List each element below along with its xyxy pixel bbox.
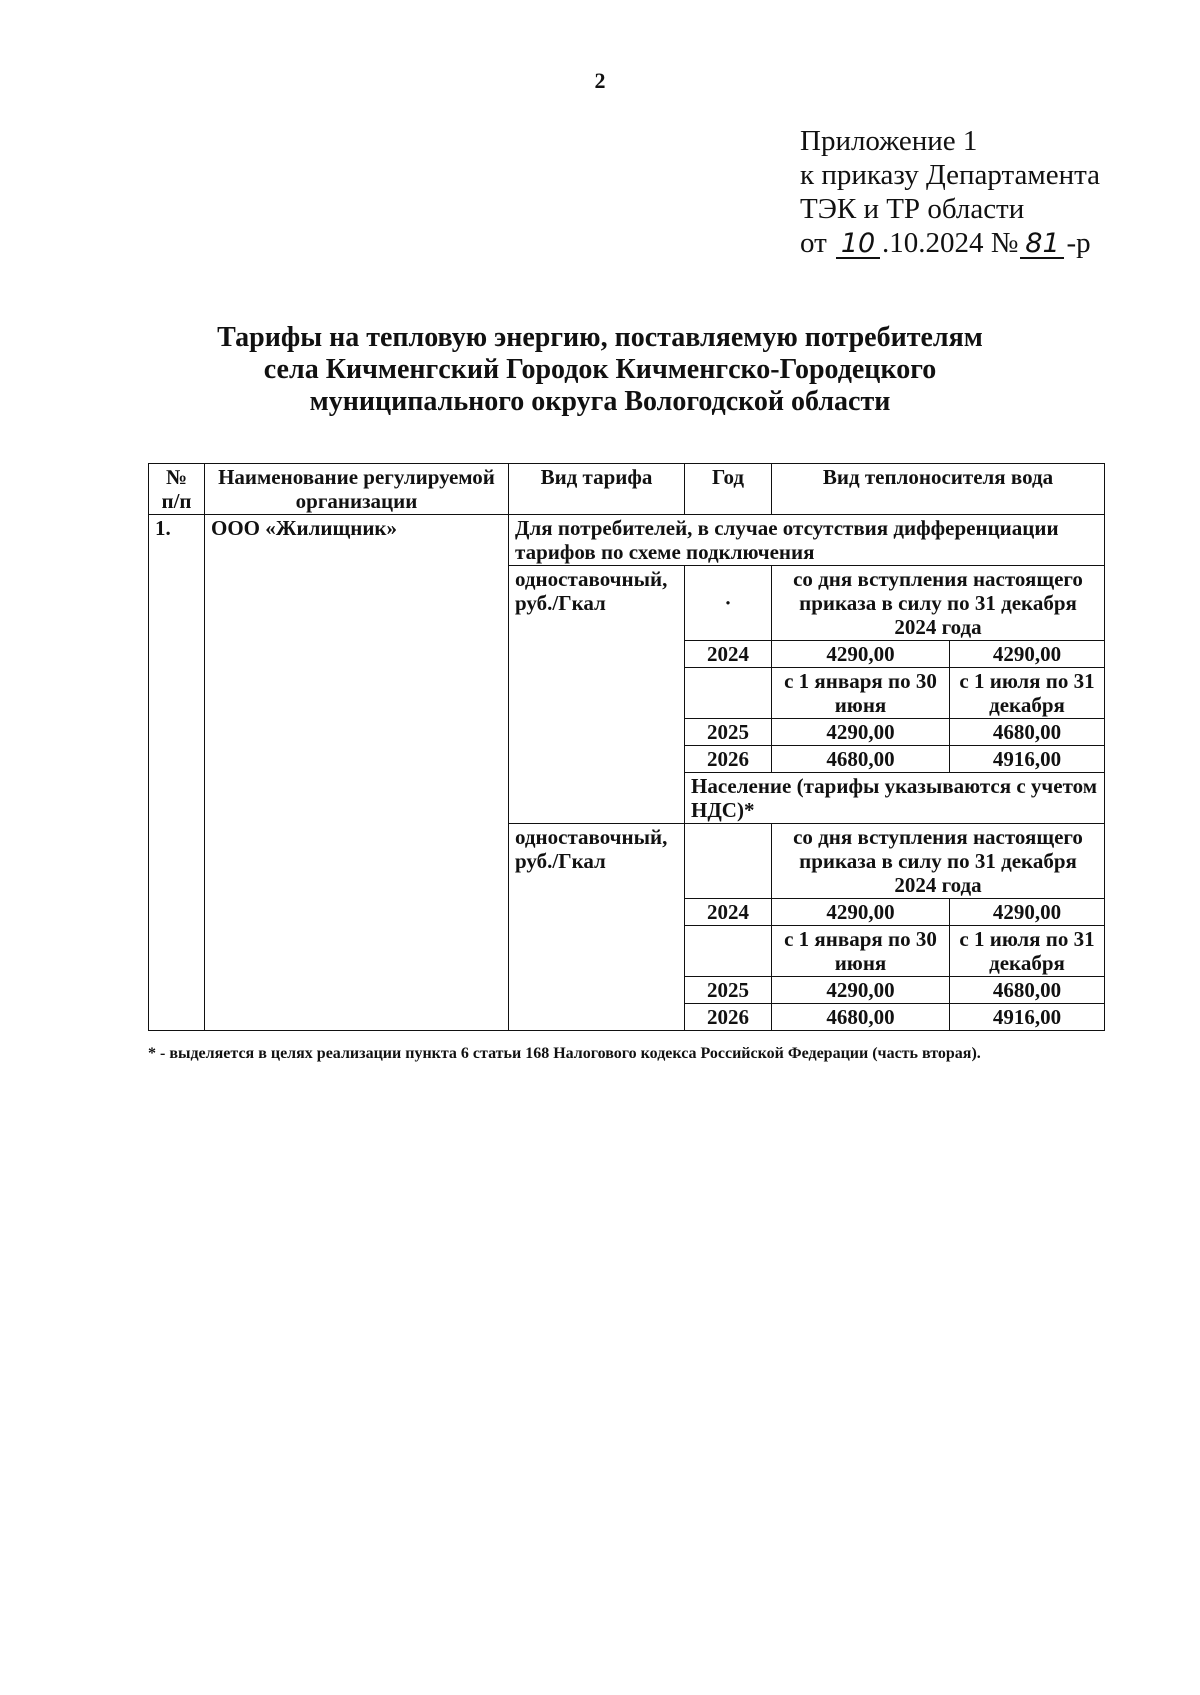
year-cell: 2024 (685, 899, 772, 926)
year-cell-empty (685, 668, 772, 719)
appendix-header (800, 124, 1100, 260)
document-title (0, 322, 1200, 418)
appendix-line-3: ТЭК и ТР области (800, 193, 1025, 225)
year-cell: 2026 (685, 746, 772, 773)
appendix-line-2: к приказу Департамента (800, 159, 1101, 191)
year-cell: · (685, 566, 772, 641)
value-cell: 4680,00 (950, 977, 1105, 1004)
value-cell: 4680,00 (772, 746, 950, 773)
table-row (149, 515, 1105, 566)
year-cell: 2024 (685, 641, 772, 668)
tariff-table (148, 463, 1105, 1031)
order-suffix: -р (1066, 227, 1091, 259)
header-tariff-type: Вид тарифа (509, 464, 685, 515)
value-cell: 4290,00 (950, 641, 1105, 668)
table-header-row (149, 464, 1105, 515)
value-cell: 4290,00 (950, 899, 1105, 926)
period-first: со дня вступления настоящего приказа в силу по 31 декабря 2024 года (772, 824, 1105, 899)
value-cell: 4916,00 (950, 1004, 1105, 1031)
page-number: 2 (594, 68, 606, 93)
year-cell-empty (685, 824, 772, 899)
appendix-date-line (800, 226, 1100, 260)
year-cell: 2025 (685, 719, 772, 746)
period-h2: с 1 июля по 31 декабря (950, 926, 1105, 977)
date-rest: .10.2024 № (882, 227, 1019, 259)
period-h1: с 1 января по 30 июня (772, 668, 950, 719)
year-cell: 2025 (685, 977, 772, 1004)
value-cell: 4290,00 (772, 899, 950, 926)
value-cell: 4916,00 (950, 746, 1105, 773)
value-cell: 4290,00 (772, 641, 950, 668)
handwritten-day: 10 (836, 231, 880, 259)
value-cell: 4290,00 (772, 977, 950, 1004)
year-cell-empty (685, 926, 772, 977)
date-prefix: от (800, 227, 827, 259)
value-cell: 4290,00 (772, 719, 950, 746)
title-line-1: Тарифы на тепловую энергию, поставляемую потребителям (217, 322, 983, 353)
header-carrier: Вид теплоносителя вода (772, 464, 1105, 515)
section-heading: Для потребителей, в случае отсутствия дифференциации тарифов по схеме подключения (509, 515, 1105, 566)
value-cell: 4680,00 (950, 719, 1105, 746)
tariff-type: одноставочный, руб./Гкал (509, 566, 685, 824)
footnote: * - выделяется в целях реализации пункта 6 статьи 168 Налогового кодекса Российской Федерации (часть вторая). (148, 1045, 981, 1062)
value-cell: 4680,00 (772, 1004, 950, 1031)
organization-name: ООО «Жилищник» (205, 515, 509, 1031)
header-year: Год (685, 464, 772, 515)
header-num: № п/п (149, 464, 205, 515)
title-line-3: муниципального округа Вологодской области (309, 386, 891, 417)
period-h1: с 1 января по 30 июня (772, 926, 950, 977)
header-org: Наименование регулируемой организации (205, 464, 509, 515)
period-first: со дня вступления настоящего приказа в силу по 31 декабря 2024 года (772, 566, 1105, 641)
handwritten-order-number: 81 (1020, 231, 1064, 259)
title-line-2: села Кичменгский Городок Кичменгско-Городецкого (263, 354, 937, 385)
tariff-type: одноставочный, руб./Гкал (509, 824, 685, 1031)
period-h2: с 1 июля по 31 декабря (950, 668, 1105, 719)
year-cell: 2026 (685, 1004, 772, 1031)
appendix-line-1: Приложение 1 (800, 125, 978, 157)
row-number: 1. (149, 515, 205, 1031)
section-heading: Население (тарифы указываются с учетом НДС)* (685, 773, 1105, 824)
